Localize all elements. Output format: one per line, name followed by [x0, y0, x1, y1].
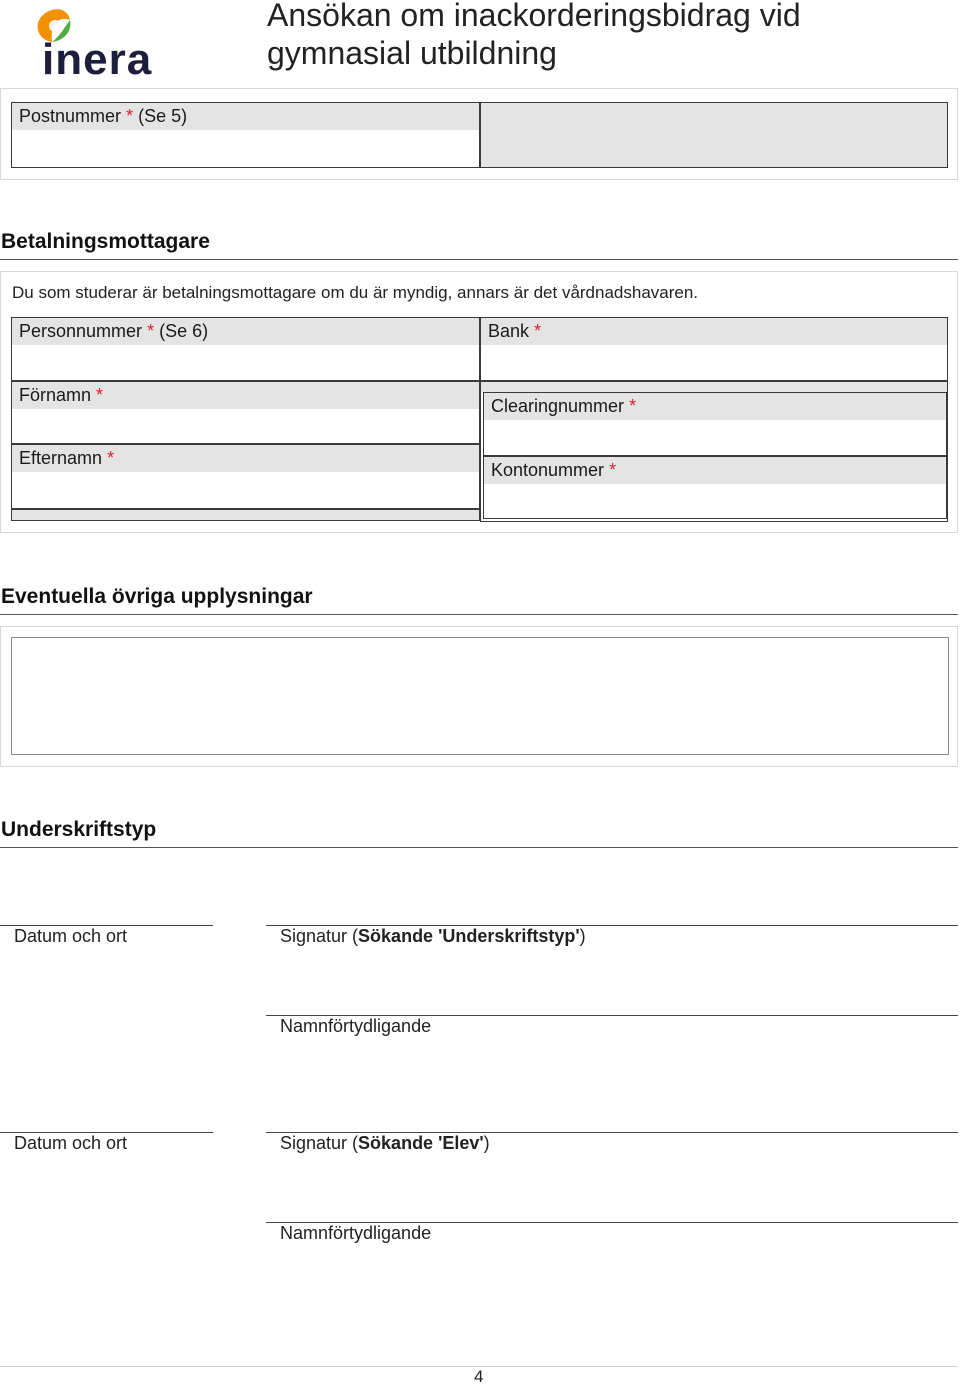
- section-rule: [0, 259, 958, 260]
- address-empty-cell: [480, 102, 948, 168]
- personnummer-field[interactable]: [11, 317, 480, 381]
- date-place-label: Datum och ort: [14, 1133, 128, 1153]
- clearing-field[interactable]: [483, 392, 947, 456]
- bank-label: Bank *: [481, 318, 947, 345]
- signature-label: Signatur (Sökande 'Elev'): [280, 1133, 490, 1153]
- required-mark: *: [96, 385, 104, 405]
- postnummer-label: Postnummer * (Se 5): [12, 103, 479, 130]
- clearing-label: Clearingnummer *: [484, 393, 946, 420]
- section-rule: [0, 847, 958, 848]
- section-rule: [0, 614, 958, 615]
- kontonummer-label: Kontonummer *: [484, 457, 946, 484]
- date-place-label: Datum och ort: [14, 926, 128, 946]
- payment-section-title: Betalningsmottagare: [1, 230, 210, 253]
- required-mark: *: [629, 396, 637, 416]
- bank-group-header: [481, 382, 947, 392]
- bank-field[interactable]: [480, 317, 948, 381]
- page-number: 4: [474, 1367, 484, 1386]
- required-mark: *: [147, 321, 155, 341]
- name-clarification-label: Namnförtydligande: [280, 1223, 432, 1243]
- kontonummer-field[interactable]: [483, 456, 947, 519]
- efternamn-label: Efternamn *: [12, 445, 479, 472]
- inera-logo-mark: [30, 2, 160, 78]
- bank-details-group: [480, 381, 948, 522]
- signature-section-title: Underskriftstyp: [1, 818, 157, 841]
- applicant-name: Sökande 'Elev': [358, 1133, 484, 1153]
- document-title: Ansökan om inackorderingsbidrag vid gymnasial utbildning: [267, 0, 801, 71]
- other-info-section-title: Eventuella övriga upplysningar: [1, 585, 313, 608]
- left-column-filler: [11, 509, 480, 521]
- personnummer-label: Personnummer * (Se 6): [12, 318, 479, 345]
- logo-wordmark: inera: [42, 35, 153, 78]
- fornamn-field[interactable]: [11, 381, 480, 444]
- signature-label: Signatur (Sökande 'Underskriftstyp'): [280, 926, 586, 946]
- other-info-textarea[interactable]: [11, 637, 949, 755]
- fornamn-label: Förnamn *: [12, 382, 479, 409]
- required-mark: *: [609, 460, 617, 480]
- payment-instruction: Du som studerar är betalningsmottagare om du är myndig, annars är det vårdnadshavaren.: [12, 283, 699, 302]
- efternamn-field[interactable]: [11, 444, 480, 509]
- inera-logo: [30, 2, 160, 78]
- required-mark: *: [126, 106, 134, 126]
- applicant-name: Sökande 'Underskriftstyp': [358, 926, 580, 946]
- name-clarification-label: Namnförtydligande: [280, 1016, 432, 1036]
- required-mark: *: [534, 321, 542, 341]
- required-mark: *: [107, 448, 115, 468]
- postnummer-field[interactable]: [11, 102, 480, 168]
